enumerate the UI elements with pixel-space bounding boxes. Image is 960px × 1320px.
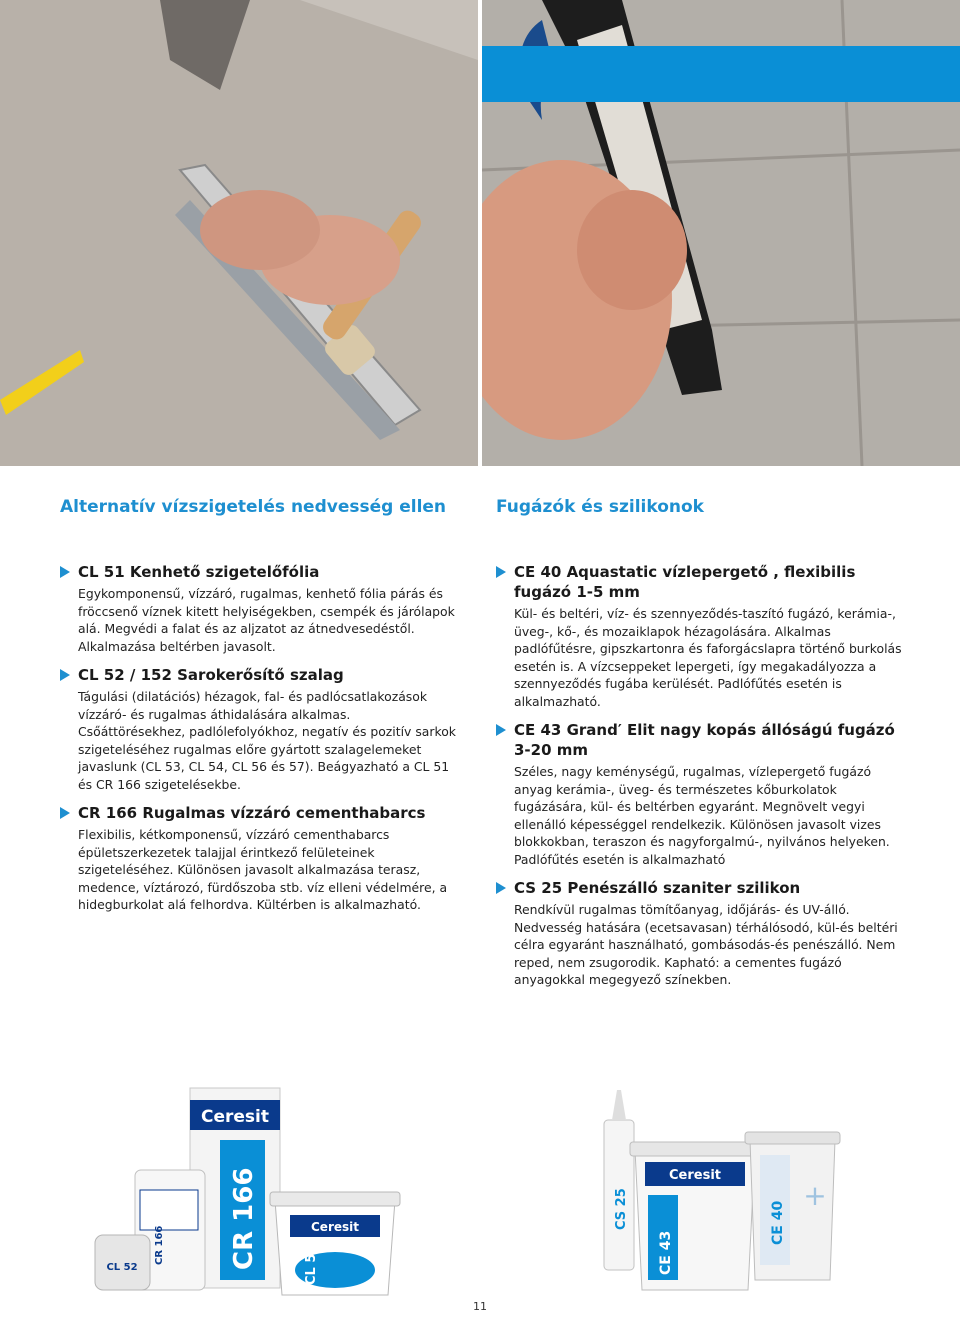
product-title-text: CR 166 Rugalmas vízzáró cementhabarcs	[78, 804, 426, 822]
page-number: 11	[473, 1300, 487, 1313]
product-item-ce43	[496, 720, 906, 868]
photo-left-illustration	[0, 0, 478, 466]
product-packages-left	[90, 1080, 450, 1320]
package-label-cr166: CR 166	[229, 1167, 259, 1270]
product-title	[60, 665, 460, 685]
package-label-cl52: CL 52	[106, 1262, 138, 1273]
product-item-cl51	[60, 562, 460, 655]
product-packages-left-illustration	[90, 1080, 450, 1300]
triangle-bullet-icon	[496, 566, 506, 578]
product-packages-right	[590, 1080, 850, 1320]
package-label-cl51: CL 51	[304, 1244, 319, 1285]
header-color-band	[482, 46, 960, 102]
left-section-heading: Alternatív vízszigetelés nedvesség ellen	[60, 497, 447, 517]
product-item-cl52	[60, 665, 460, 793]
product-packages-right-illustration	[590, 1080, 850, 1300]
product-description: Flexibilis, kétkomponensű, vízzáró cementhabarcs épületszerkezetek talajjal érintkező felületeinek szigeteléséhez. Különösen javasolt alkalmazása terasz, medence, víztározó, fürdőszoba stb. víz elleni védelmére, a hidegburkolat alá felhordva. Kültérben is alkalmazható.	[78, 827, 448, 912]
product-item-cr166	[60, 803, 460, 914]
product-title	[60, 562, 460, 582]
right-column	[496, 562, 906, 999]
triangle-bullet-icon	[496, 724, 506, 736]
product-title-text: CS 25 Penészálló szaniter szilikon	[514, 879, 801, 897]
product-title	[496, 878, 906, 898]
product-title	[496, 562, 906, 602]
brand-logo-bucket: Ceresit	[311, 1220, 359, 1234]
right-section-heading: Fugázók és szilikonok	[496, 497, 704, 517]
product-description: Széles, nagy keménységű, rugalmas, vízlepergető fugázó anyag kerámia-, üveg- és természetes kőburkolatok fugázására, kül- és beltérben egyaránt. Megnövelt vegyi ellenálló képességgel rendelkezik. Különösen javasolt vizes blokkokban, teraszon és nagyforgalmú-, nyilvános helyeken. Padlófűtés esetén is alkalmazható	[514, 764, 890, 867]
package-label-canister: CR 166	[154, 1225, 165, 1265]
product-description: Kül- és beltéri, víz- és szennyeződés-taszító fugázó, kerámia-, üveg-, kő-, és mozaiklapok hézagolására. Alkalmas padlófűtésre, gipszkartonra és faforgácslapra történő burkolás esetén is. A vízcseppeket lepergeti, így megakadályozza a szennyeződés fugába kerülését. Padlófűtés esetén is alkalmazható.	[514, 606, 902, 709]
triangle-bullet-icon	[60, 807, 70, 819]
plus-icon: +	[803, 1179, 827, 1212]
product-title	[60, 803, 460, 823]
package-label-ce43: CE 43	[658, 1230, 674, 1275]
triangle-bullet-icon	[60, 566, 70, 578]
brand-logo: Ceresit	[201, 1107, 269, 1127]
product-item-ce40	[496, 562, 906, 710]
package-label-cs25: CS 25	[614, 1188, 629, 1230]
product-title-text: CE 43 Grand′ Elit nagy kopás állóságú fugázó 3-20 mm	[514, 721, 895, 759]
photo-applying-corner-tape	[0, 0, 478, 466]
triangle-bullet-icon	[496, 882, 506, 894]
package-label-ce40: CE 40	[770, 1200, 786, 1245]
product-description: Rendkívül rugalmas tömítőanyag, időjárás- és UV-álló. Nedvesség hatására (ecetsavasan) térhálósodó, kül-és beltéri célra egyaránt használható, gombásodás-és penészálló. Nem reped, nem zsugorodik. Kapható: a cementes fugázó anyagokkal megegyező színekben.	[514, 902, 898, 987]
product-item-cs25	[496, 878, 906, 989]
product-title-text: CE 40 Aquastatic vízlepergető , flexibilis fugázó 1-5 mm	[514, 563, 856, 601]
product-description: Tágulási (dilatációs) hézagok, fal- és padlócsatlakozások vízzáró- és rugalmas áthidalására alkalmas. Csőáttörésekhez, padlólefolyókhoz, negatív és pozitív sarkok szigeteléséhez rugalmas előre gyártott szalagelemeket javaslunk (CL 53, CL 54, CL 56 és 57). Beágyazható a CL 51 és CR 166 szigetelésekbe.	[78, 689, 456, 792]
brand-logo-ce43: Ceresit	[669, 1168, 721, 1183]
product-description: Egykomponensű, vízzáró, rugalmas, kenhető fólia párás és fröccsenő víznek kitett helyiségekben, csempék és járólapok alá. Megvédi a falat és az aljzatot az átnedvesedéstől. Alkalmazása beltérben javasolt.	[78, 586, 455, 654]
triangle-bullet-icon	[60, 669, 70, 681]
product-title-text: CL 52 / 152 Sarokerősítő szalag	[78, 666, 344, 684]
product-title	[496, 720, 906, 760]
product-title-text: CL 51 Kenhető szigetelőfólia	[78, 563, 320, 581]
left-column	[60, 562, 460, 924]
